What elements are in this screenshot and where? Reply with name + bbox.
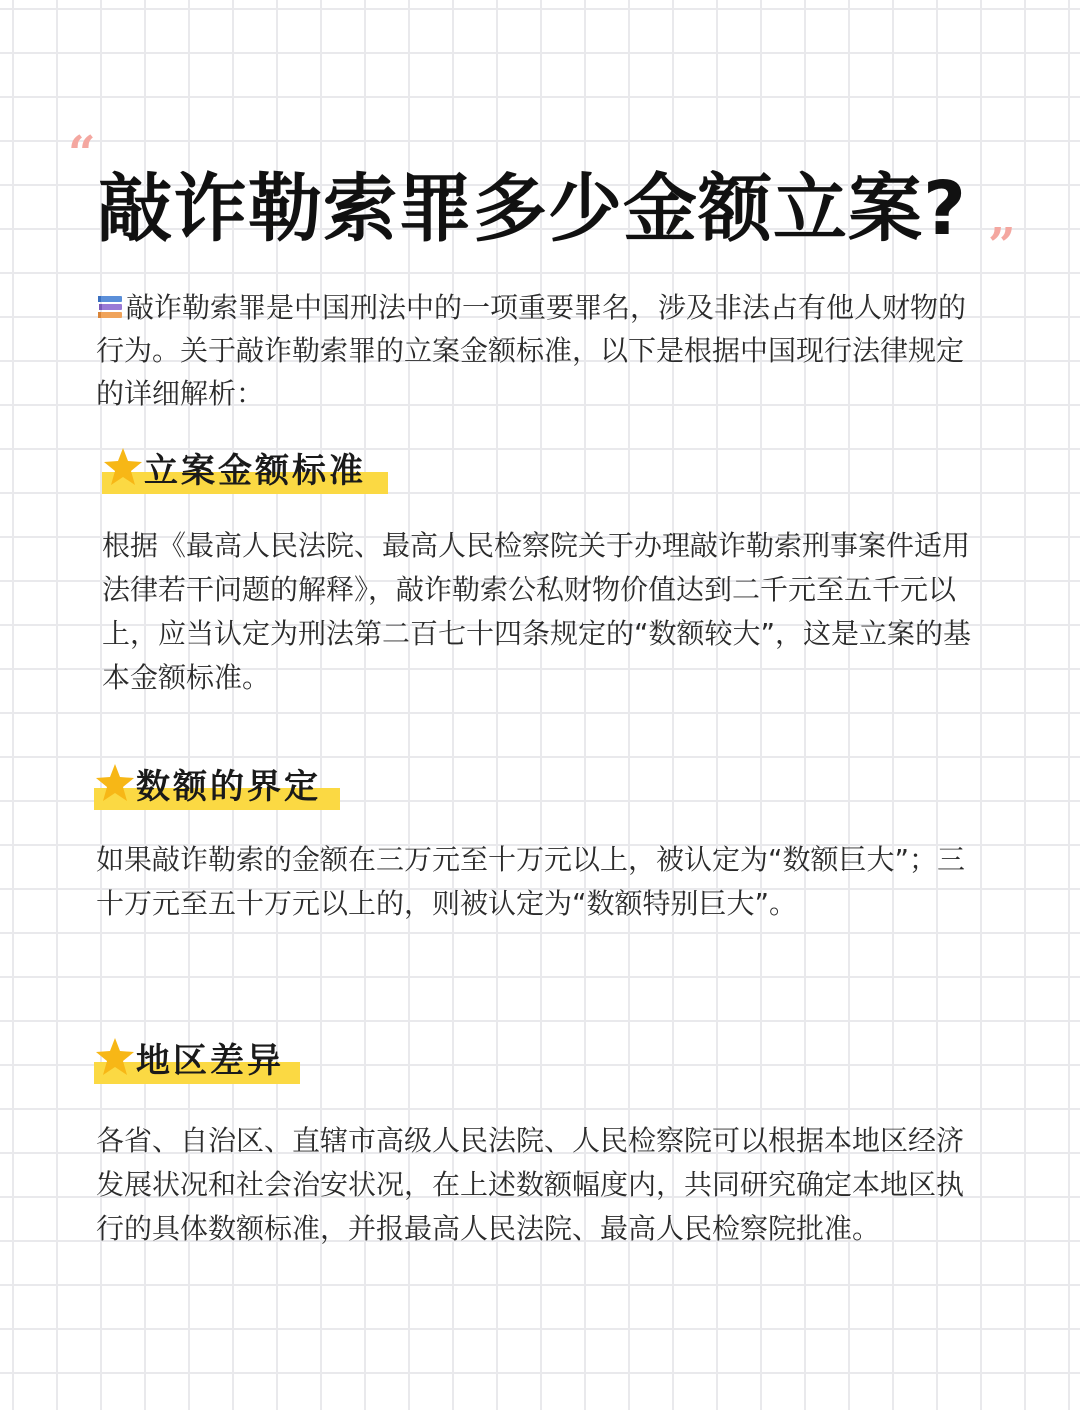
star-icon (94, 1036, 136, 1078)
section-heading-amount-definition (94, 756, 340, 810)
title-close-quote: ” (988, 218, 1016, 274)
section-body-regional-difference: 各省、自治区、直辖市高级人民法院、人民检察院可以根据本地区经济发展状况和社会治安状况，在上述数额幅度内，共同研究确定本地区执行的具体数额标准，并报最高人民法院、最高人民检察院批准。 (96, 1124, 965, 1245)
section-body-case-standard: 根据《最高人民法院、最高人民检察院关于办理敲诈勒索刑事案件适用法律若干问题的解释》，敲诈勒索公私财物价值达到二千元至五千元以上，应当认定为刑法第二百七十四条规定的“数额较大”，这是立案的基本金额标准。 (102, 529, 972, 694)
star-icon (94, 762, 136, 804)
section-heading-label: 地区差异 (136, 1040, 284, 1081)
section-heading-label: 立案金额标准 (144, 450, 366, 491)
section-heading-regional-difference (94, 1030, 300, 1084)
section-body-amount-definition: 如果敲诈勒索的金额在三万元至十万元以上，被认定为“数额巨大”；三十万元至五十万元以上的，则被认定为“数额特别巨大”。 (96, 843, 966, 920)
section-heading-case-standard (102, 440, 388, 494)
page-title: 敲诈勒索罪多少金额立案? (98, 166, 967, 252)
star-icon (102, 446, 144, 488)
books-icon (96, 293, 124, 321)
intro-paragraph (96, 286, 976, 415)
intro-text: 敲诈勒索罪是中国刑法中的一项重要罪名，涉及非法占有他人财物的行为。关于敲诈勒索罪的立案金额标准，以下是根据中国现行法律规定的详细解析： (96, 291, 967, 410)
section-heading-label: 数额的界定 (136, 766, 321, 807)
title-open-quote: “ (68, 126, 96, 182)
